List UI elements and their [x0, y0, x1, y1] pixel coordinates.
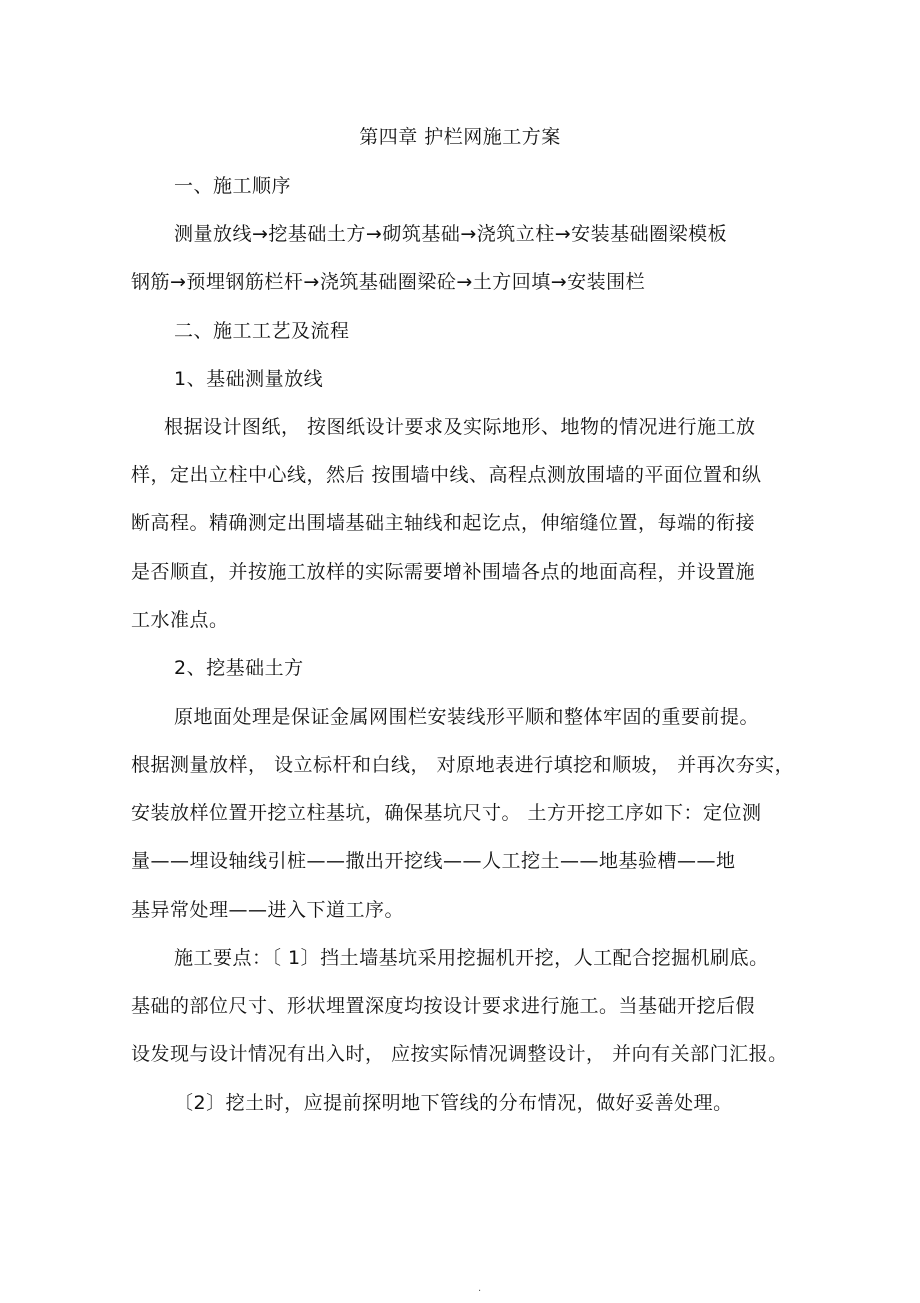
paragraph-line: 断高程。精确测定出围墙基础主轴线和起讫点，伸缩缝位置，每端的衔接	[131, 512, 756, 534]
paragraph-line: 基异常处理——进入下道工序。	[131, 899, 405, 921]
subsection-heading-excavation: 2、挖基础土方	[174, 657, 304, 679]
paragraph-line: 根据设计图纸， 按图纸设计要求及实际地形、地物的情况进行施工放	[164, 416, 756, 438]
paragraph-line: 钢筋→预埋钢筋栏杆→浇筑基础圈梁砼→土方回填→安装围栏	[131, 271, 646, 293]
chapter-title: 第四章 护栏网施工方案	[359, 126, 561, 148]
paragraph-line: 是否顺直，并按施工放样的实际需要增补围墙各点的地面高程，并设置施	[131, 561, 756, 583]
paragraph-line: 工水准点。	[131, 609, 229, 631]
paragraph-line: 样，定出立柱中心线，然后 按围墙中线、高程点测放围墙的平面位置和纵	[131, 464, 762, 486]
subsection-heading-survey: 1、基础测量放线	[174, 368, 324, 390]
paragraph-line: 测量放线→挖基础土方→砌筑基础→浇筑立柱→安装基础圈梁模板	[174, 223, 728, 245]
footer-mark: .	[478, 1283, 482, 1294]
section-heading-sequence: 一、施工顺序	[174, 175, 292, 197]
paragraph-line: 施工要点：〔 1〕挡土墙基坑采用挖掘机开挖，人工配合挖掘机刷底。	[174, 947, 769, 969]
paragraph-line: 基础的部位尺寸、形状埋置深度均按设计要求进行施工。当基础开挖后假	[131, 995, 756, 1017]
paragraph-line: 原地面处理是保证金属网围栏安装线形平顺和整体牢固的重要前提。	[174, 706, 760, 728]
section-heading-process: 二、施工工艺及流程	[174, 320, 350, 342]
paragraph-line: 设发现与设计情况有出入时， 应按实际情况调整设计， 并向有关部门汇报。	[131, 1043, 788, 1065]
paragraph-line: 安装放样位置开挖立柱基坑，确保基坑尺寸。 土方开挖工序如下：定位测	[131, 802, 762, 824]
paragraph-line: 〔2〕挖土时，应提前探明地下管线的分布情况，做好妥善处理。	[174, 1092, 733, 1114]
paragraph-line: 根据测量放样， 设立标杆和白线， 对原地表进行填挖和顺坡， 并再次夯实，	[131, 754, 795, 776]
paragraph-line: 量——埋设轴线引桩——撒出开挖线——人工挖土——地基验槽——地	[131, 850, 736, 872]
